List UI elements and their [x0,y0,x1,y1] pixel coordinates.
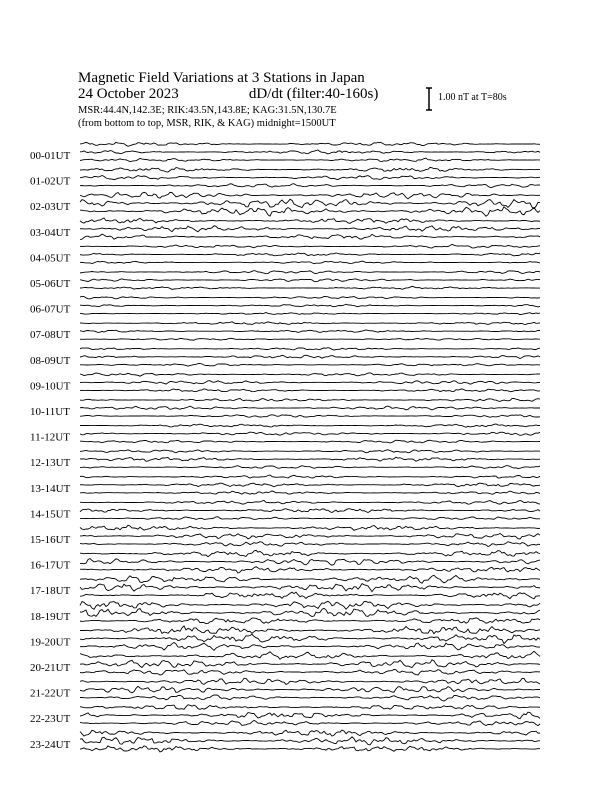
trace-rik [80,483,540,487]
trace-msr [80,651,540,659]
hour-label: 17-18UT [30,585,71,598]
trace-rik [80,737,540,745]
trace-msr [80,601,540,609]
trace-msr [80,167,540,172]
hour-label: 23-24UT [30,738,71,751]
trace-kag [80,642,540,650]
hour-label: 13-14UT [30,482,71,495]
trace-kag [80,313,540,315]
trace-msr [80,322,540,325]
trace-kag [80,364,540,367]
hour-label: 15-16UT [30,534,71,546]
trace-kag [80,389,540,392]
trace-msr [80,218,540,224]
trace-msr [80,550,540,556]
trace-msr [80,192,540,198]
hour-label: 04-05UT [30,252,71,265]
trace-msr [80,705,540,710]
trace-rik [80,150,540,154]
trace-rik [80,584,540,592]
trace-rik [80,660,540,668]
trace-kag [80,234,540,239]
trace-rik [80,608,540,616]
trace-rik [80,534,540,540]
trace-msr [80,730,540,736]
trace-kag [80,207,540,217]
trace-rik [80,381,540,384]
trace-rik [80,199,540,208]
trace-msr [80,575,540,583]
hour-label: 01-02UT [30,175,71,188]
trace-kag [80,695,540,701]
trace-kag [80,720,540,725]
hour-label: 19-20UT [30,636,71,649]
trace-msr [80,678,540,684]
trace-rik [80,509,540,513]
trace-rik [80,253,540,256]
hour-label: 21-22UT [30,687,71,700]
trace-kag [80,261,540,264]
trace-kag [80,491,540,494]
hour-label: 07-08UT [30,329,71,342]
trace-rik [80,330,540,332]
trace-msr [80,244,540,248]
hour-label: 14-15UT [30,508,71,521]
hour-label: 05-06UT [30,278,71,290]
hour-label: 03-04UT [30,226,71,239]
trace-msr [80,348,540,350]
hour-label: 18-19UT [30,610,71,623]
scale-label: 1.00 nT at T=80s [438,92,507,103]
trace-rik [80,406,540,410]
trace-rik [80,634,540,643]
station-coordinates: MSR:44.4N,142.3E; RIK:43.5N,143.8E; KAG:31.5N,130.7E [78,105,337,116]
trace-msr [80,271,540,274]
trace-kag [80,542,540,547]
hour-label: 06-07UT [30,303,71,316]
trace-msr [80,424,540,427]
trace-kag [80,592,540,599]
trace-kag [80,618,540,624]
trace-rik [80,279,540,282]
chart-title: Magnetic Field Variations at 3 Stations in Japan [78,70,365,86]
trace-rik [80,686,540,692]
hour-label: 10-11UT [30,406,70,418]
trace-kag [80,286,540,289]
trace-msr [80,142,540,146]
trace-msr [80,399,540,402]
trace-rik [80,304,540,307]
trace-kag [80,440,540,443]
date-label: 24 October 2023 [78,86,179,102]
trace-kag [80,184,540,188]
trace-msr [80,500,540,504]
trace-rik [80,559,540,566]
trace-kag [80,158,540,162]
hour-label: 08-09UT [30,354,71,367]
trace-msr [80,475,540,478]
trace-rik [80,355,540,358]
trace-kag [80,466,540,469]
hour-label: 02-03UT [30,201,71,214]
hour-label: 22-23UT [30,713,71,726]
trace-kag [80,338,540,340]
trace-msr [80,373,540,376]
trace-kag [80,517,540,520]
trace-rik [80,226,540,232]
hour-label: 16-17UT [30,559,71,572]
trace-msr [80,525,540,530]
trace-kag [80,415,540,418]
trace-msr [80,450,540,453]
hour-label: 12-13UT [30,457,71,470]
hour-label: 09-10UT [30,380,71,393]
trace-kag [80,567,540,573]
trace-rik [80,176,540,180]
hour-label: 20-21UT [30,662,71,674]
trace-rik [80,712,540,719]
station-order-note: (from bottom to top, MSR, RIK, & KAG) midnight=1500UT [78,118,336,129]
mode-label: dD/dt (filter:40-160s) [248,86,379,102]
trace-msr [80,626,540,634]
trace-msr [80,296,540,299]
trace-kag [80,746,540,752]
hour-label: 11-12UT [30,431,70,444]
trace-rik [80,457,540,461]
hour-label: 00-01UT [30,150,71,162]
trace-rik [80,432,540,435]
trace-kag [80,669,540,675]
